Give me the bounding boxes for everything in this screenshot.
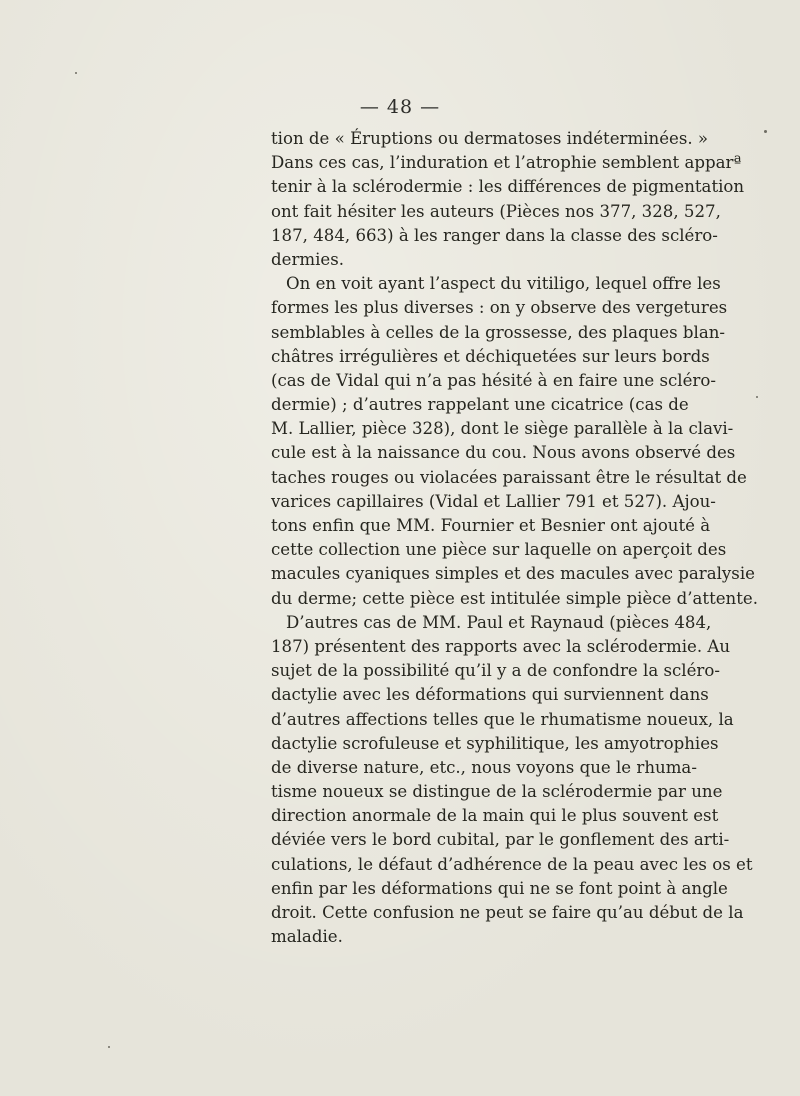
text-line: du derme; cette pièce est intitulée simple pièce d’attente. (271, 588, 759, 608)
text-line: d’autres affections telles que le rhumatisme noueux, la (271, 709, 734, 729)
paper-speck (108, 1046, 110, 1048)
text-line: 187, 484, 663) à les ranger dans la classe des scléro- (271, 225, 718, 245)
text-line: tisme noueux se distingue de la sclérodermie par une (271, 782, 723, 802)
text-line: formes les plus diverses : on y observe des vergetures (271, 298, 728, 318)
text-line: 187) présentent des rapports avec la sclérodermie. Au (271, 636, 731, 656)
text-line: dactylie avec les déformations qui surviennent dans (271, 685, 709, 705)
text-line: déviée vers le bord cubital, par le gonflement des arti- (271, 830, 730, 850)
text-line: On en voit ayant l’aspect du vitiligo, lequel offre les (286, 274, 721, 294)
text-line: tenir à la sclérodermie : les différences de pigmentation (271, 177, 745, 197)
text-line: D’autres cas de MM. Paul et Raynaud (pièces 484, (286, 612, 712, 632)
body-text (271, 127, 759, 949)
text-line: châtres irrégulières et déchiquetées sur leurs bords (271, 346, 710, 366)
text-line: M. Lallier, pièce 328), dont le siège parallèle à la clavi- (271, 419, 734, 439)
text-line: de diverse nature, etc., nous voyons que le rhuma- (271, 757, 697, 777)
text-line: ont fait hésiter les auteurs (Pièces nos 377, 328, 527, (271, 201, 721, 221)
text-line: sujet de la possibilité qu’il y a de confondre la scléro- (271, 661, 720, 681)
text-line: culations, le défaut d’adhérence de la peau avec les os et (271, 854, 753, 874)
text-line: tion de « Éruptions ou dermatoses indéterminées. » (271, 129, 709, 148)
text-line: taches rouges ou violacées paraissant être le résultat de (271, 467, 747, 487)
text-line: semblables à celles de la grossesse, des plaques blan- (271, 322, 726, 342)
text-line: dermie) ; d’autres rappelant une cicatrice (cas de (271, 395, 689, 415)
text-line: enfin par les déformations qui ne se font point à angle (271, 878, 728, 898)
text-line: droit. Cette confusion ne peut se faire qu’au début de la (271, 903, 744, 922)
text-line: varices capillaires (Vidal et Lallier 791 et 527). Ajou- (271, 491, 716, 511)
text-line: dermies. (271, 249, 345, 269)
text-line: macules cyaniques simples et des macules avec paralysie (271, 564, 755, 584)
paper-speck (756, 396, 758, 398)
text-line: Dans ces cas, l’induration et l’atrophie semblent apparª (271, 153, 742, 173)
paper-speck (764, 130, 767, 133)
text-line: (cas de Vidal qui n’a pas hésité à en faire une scléro- (271, 370, 716, 390)
text-line: direction anormale de la main qui le plus souvent est (271, 806, 719, 826)
text-line: cule est à la naissance du cou. Nous avons observé des (271, 443, 736, 463)
text-line: cette collection une pièce sur laquelle on aperçoit des (271, 540, 727, 560)
text-line: tons enfin que MM. Fournier et Besnier ont ajouté à (271, 516, 711, 535)
page-number: — 48 — (359, 96, 441, 118)
text-line: dactylie scrofuleuse et syphilitique, les amyotrophies (271, 733, 719, 753)
paper-speck (75, 72, 77, 74)
text-line: maladie. (271, 927, 343, 947)
